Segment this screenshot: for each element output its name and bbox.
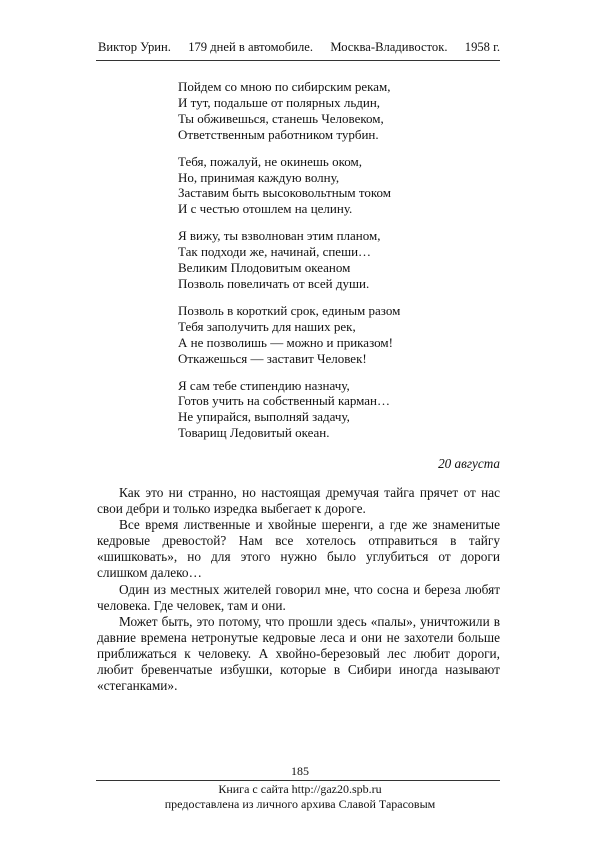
- poem-line: Ты обживешься, станешь Человеком,: [178, 110, 384, 126]
- poem-line: А не позволишь — можно и приказом!: [178, 334, 393, 350]
- entry-date: 20 августа: [438, 456, 500, 471]
- poem-line: Так подходи же, начинай, спеши…: [178, 244, 372, 260]
- prose: [97, 485, 500, 694]
- paragraph: Все время лиственные и хвойные шеренги, а где же знаменитые кедровые древостой? Нам все хотелось отправиться в тайгу «шишковать», но для этого нужно было углубиться от дороги слишком далеко…: [97, 517, 500, 581]
- poem-line: И с честью отошлем на целину.: [178, 201, 353, 217]
- poem: [178, 79, 508, 452]
- poem-stanza-5: [178, 378, 508, 442]
- poem-line: Я вижу, ты взволнован этим планом,: [178, 228, 381, 244]
- header-year: 1958 г.: [464, 40, 500, 54]
- poem-stanza-2: [178, 154, 508, 218]
- poem-line: Откажешься — заставит Человек!: [178, 350, 367, 366]
- header-rule: [96, 60, 500, 61]
- footer-rule: [96, 780, 500, 781]
- poem-stanza-4: [178, 303, 508, 367]
- poem-line: Товарищ Ледовитый океан.: [178, 425, 330, 441]
- poem-line: Я сам тебе стипендию назначу,: [178, 377, 350, 393]
- poem-line: Готов учить на собственный карман…: [178, 393, 391, 409]
- poem-stanza-1: [178, 79, 508, 143]
- footer-source-line: Книга с сайта http://gaz20.spb.ru: [218, 782, 382, 796]
- poem-line: Пойдем со мною по сибирским рекам,: [178, 79, 391, 94]
- paragraph: Как это ни странно, но настоящая дремучая тайга прячет от нас свои дебри и только изредка выбегает к дороге.: [97, 485, 500, 517]
- poem-line: И тут, подальше от полярных льдин,: [178, 94, 381, 110]
- poem-line: Тебя заполучить для наших рек,: [178, 318, 356, 334]
- paragraph: Может быть, это потому, что прошли здесь «палы», уничтожили в давние времена нетронутые кедровые леса и они не захотели больше приближаться к человеку. А хвойно-березовый лес любит дороги, любит бревенчатые избушки, которые в Сибири иногда называют «стеганками».: [97, 613, 500, 694]
- poem-line: Заставим быть высоковольтным током: [178, 185, 392, 201]
- poem-line: Позволь повеличать от всей души.: [178, 275, 370, 291]
- header-book-title: 179 дней в автомобиле.: [188, 40, 314, 54]
- poem-line: Позволь в короткий срок, единым разом: [178, 302, 401, 318]
- poem-line: Не упирайся, выполняй задачу,: [178, 409, 350, 425]
- running-header: [98, 39, 500, 55]
- paragraph: Один из местных жителей говорил мне, что сосна и береза любят человека. Где человек, там и они.: [97, 581, 500, 613]
- poem-line: Великим Плодовитым океаном: [178, 260, 351, 276]
- poem-line: Но, принимая каждую волну,: [178, 169, 340, 185]
- header-author: Виктор Урин.: [98, 40, 171, 54]
- poem-line: Ответственным работником турбин.: [178, 126, 379, 142]
- header-route: Москва-Владивосток.: [330, 40, 448, 54]
- page-number: 185: [291, 764, 309, 778]
- footer-credit-line: предоставлена из личного архива Славой Тарасовым: [164, 796, 436, 811]
- poem-line: Тебя, пожалуй, не окинешь оком,: [178, 153, 362, 169]
- poem-stanza-3: [178, 228, 508, 292]
- footer: [0, 782, 600, 812]
